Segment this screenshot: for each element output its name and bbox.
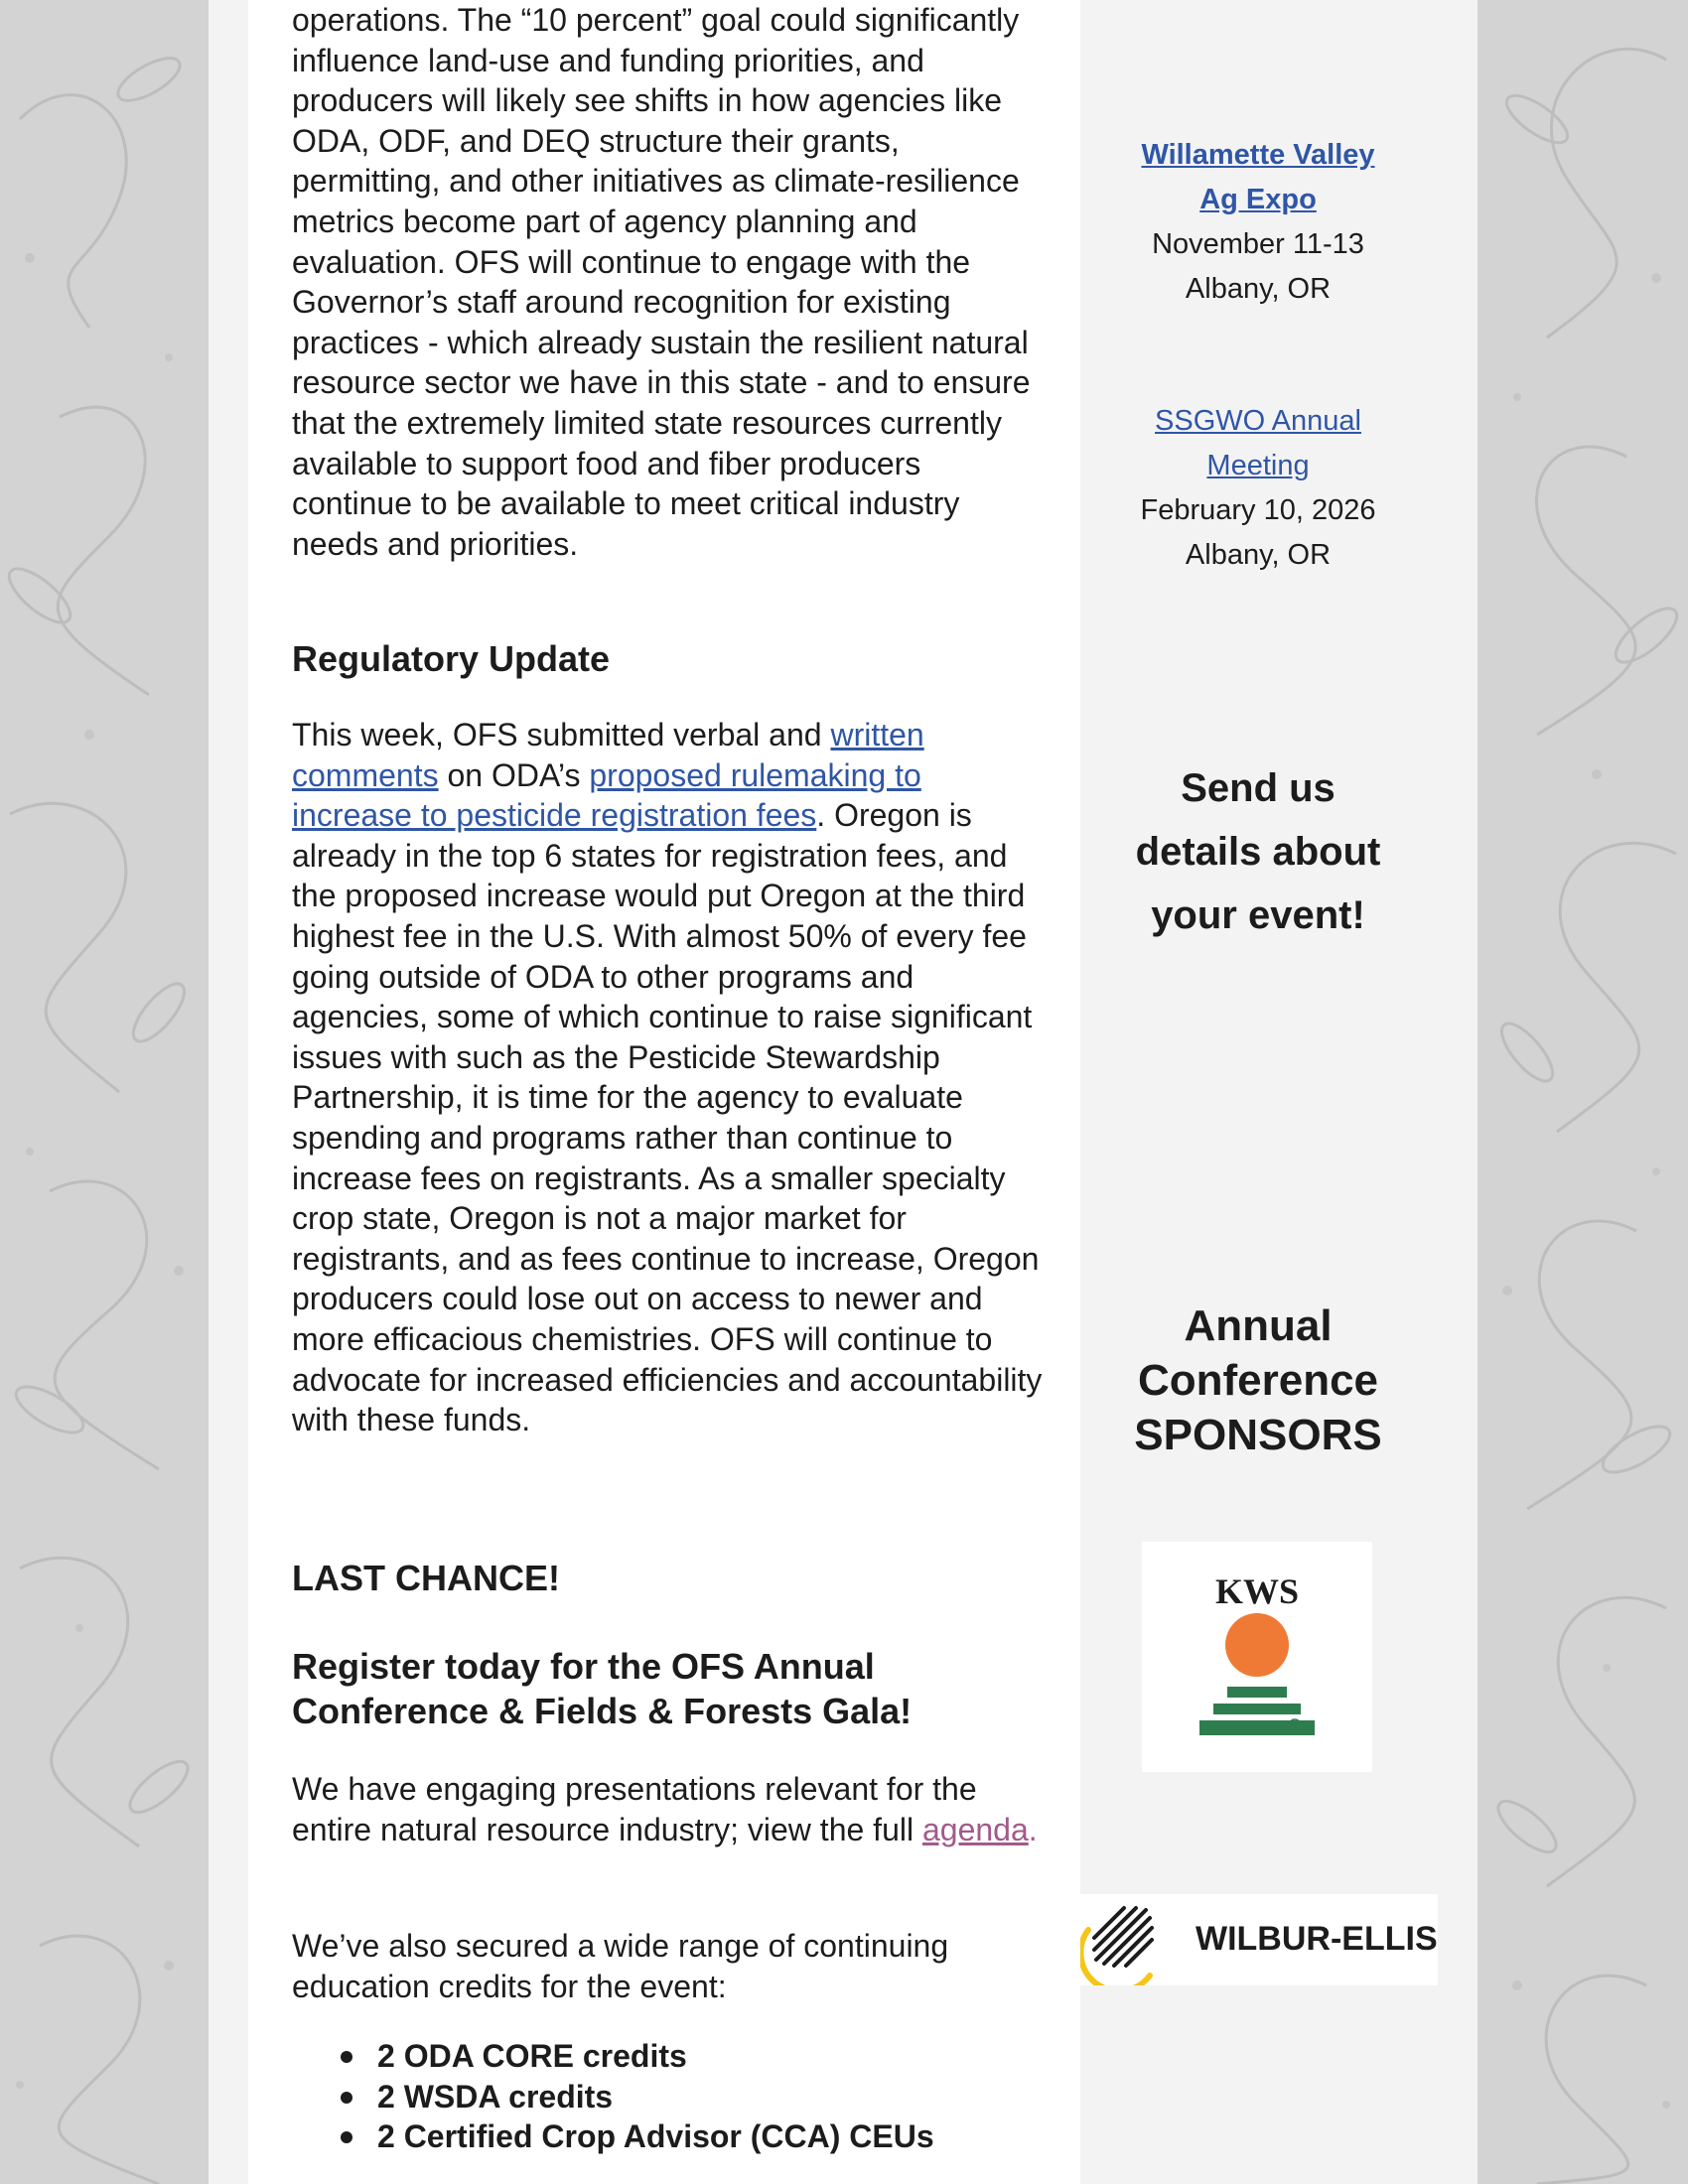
bullet-icon <box>341 2092 352 2104</box>
regulatory-update-heading: Regulatory Update <box>292 638 611 679</box>
event-ssgwo <box>1080 399 1436 578</box>
agenda-paragraph <box>292 1769 1047 1849</box>
event-title-link[interactable]: Willamette Valley Ag Expo <box>1141 139 1375 215</box>
bullet-icon <box>341 2131 352 2143</box>
reg-text-1: This week, OFS submitted verbal and <box>292 717 822 752</box>
event-location: Albany, OR <box>1185 539 1332 571</box>
wilbur-ellis-logo[interactable] <box>1080 1894 1438 1985</box>
reg-text-2: on ODA’s <box>438 756 581 793</box>
proposed-rulemaking-link[interactable]: proposed rulemaking to increase to pesticide registration fees <box>292 756 921 834</box>
credits-list <box>292 2036 1047 2157</box>
register-heading: Register today for the OFS Annual Conference & Fields & Forests Gala! <box>292 1646 913 1731</box>
event-willamette-valley <box>1080 133 1436 312</box>
last-chance-heading: LAST CHANCE! <box>292 1558 560 1598</box>
written-comments-link[interactable]: written comments <box>292 717 924 793</box>
wilbur-ellis-wordmark: WILBUR-ELLIS <box>1196 1920 1438 1958</box>
background-pattern-right <box>1477 0 1688 2184</box>
sponsors-block <box>1080 1298 1436 1462</box>
credits-intro: We’ve also secured a wide range of continuing education credits for the event: <box>292 1928 949 2004</box>
agenda-link[interactable]: agenda <box>921 1811 1029 1847</box>
list-item: 2 WSDA credits <box>292 2077 1047 2117</box>
background-pattern-left <box>0 0 209 2184</box>
send-us-text: Send us details about your event! <box>1135 766 1381 937</box>
intro-paragraph: operations. The “10 percent” goal could significantly influence land-use and funding priorities, and producers will likely see shifts in how agencies like ODA, ODF, and DEQ structure their grants, permitting, and other initiatives as climate-resilience metrics become part of agency planning and evaluation. OFS will continue to engage with the Governor’s staff around recognition for existing practices - which already sustain the resilient natural resource sector we have in this state - and to ensure that the extremely limited state resources currently available to support food and fiber producers continue to be available to meet critical industry needs and priorities. <box>292 2 1031 562</box>
kws-logo[interactable] <box>1142 1542 1372 1772</box>
event-date: November 11-13 <box>1152 228 1364 260</box>
event-title-link[interactable]: SSGWO Annual Meeting <box>1155 405 1361 481</box>
list-item: 2 Certified Crop Advisor (CCA) CEUs <box>292 2116 1047 2157</box>
bullet-icon <box>341 2051 352 2063</box>
agenda-period: . <box>1028 1811 1038 1847</box>
send-us-details <box>1080 756 1436 947</box>
reg-text-3: . Oregon is already in the top 6 states for registration fees, and the proposed increase would put Oregon at the third highest fee in the U.S. With almost 50% of every fee going outside of ODA to other programs and agencies, some of which continue to raise significant issues with such as the Pesticide Stewardship Partnership, it is time for the agency to evaluate spending and programs rather than continue to increase fees on registrants. As a smaller specialty crop state, Oregon is not a major market for registrants, and as fees continue to increase, Oregon producers could lose out on access to newer and more efficacious chemistries. OFS will continue to advocate for increased efficiencies and accountability with these funds. <box>292 797 1043 1438</box>
sponsors-heading: Annual Conference SPONSORS <box>1134 1301 1382 1459</box>
agenda-text: We have engaging presentations relevant for the entire natural resource industry; view the full <box>292 1771 977 1847</box>
list-item: 2 ODA CORE credits <box>292 2036 1047 2077</box>
event-date: February 10, 2026 <box>1140 494 1376 526</box>
kws-wordmark: KWS <box>1214 1571 1300 1611</box>
regulatory-paragraph <box>292 715 1047 1440</box>
event-location: Albany, OR <box>1185 273 1332 305</box>
